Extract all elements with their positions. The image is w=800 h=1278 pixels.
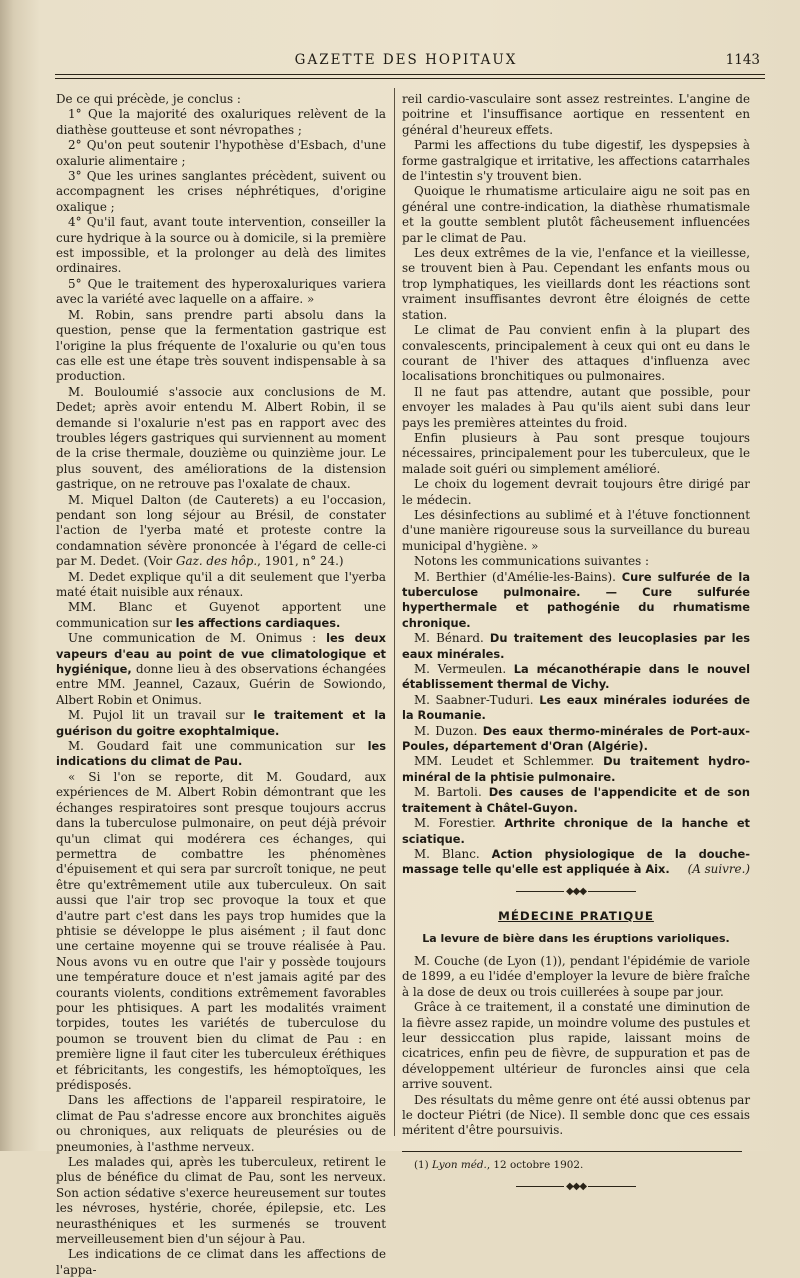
- page-header: [50, 50, 762, 72]
- text-run: M. Forestier.: [414, 816, 505, 831]
- paragraph: Les deux extrêmes de la vie, l'enfance et la vieillesse, se trouvent bien à Pau. Cependant les enfants mous ou trop lymphatiques, les vieillards dont les réactions sont vraiment insuffisantes devront être éloignés de cette station.: [402, 246, 750, 322]
- paragraph: M. Couche (de Lyon (1)), pendant l'épidémie de variole de 1899, a eu l'idée d'employer la levure de bière fraîche à la dose de deux ou trois cuillerées à soupe par jour.: [402, 953, 750, 999]
- paragraph: [402, 754, 750, 785]
- text-run: M. Goudard fait une communication sur: [68, 739, 368, 754]
- section-heading: MÉDECINE PRATIQUE: [498, 909, 654, 924]
- text-run: M. Vermeulen.: [414, 662, 514, 677]
- paragraph: M. Robin, sans prendre parti absolu dans la question, pense que la fermentation gastrique est l'origine la plus fréquente de l'oxalurie ou qu'en tous cas elle est une étape très souvent indispensable à sa production.: [56, 307, 386, 384]
- bold-title: le traitement et la guérison du goitre exophtalmique.: [56, 708, 386, 738]
- bold-title: les deux vapeurs d'eau au point de vue climatologique et hygiénique,: [56, 631, 386, 677]
- text-run: M. Berthier (d'Amélie-les-Bains).: [414, 569, 622, 584]
- paragraph: Le climat de Pau convient enfin à la plupart des convalescents, principalement à ceux qui ont eu dans le courant de l'hiver des attaques d'influenza avec localisations bronchitiques ou pulmonaires.: [402, 323, 750, 384]
- paragraph: [402, 693, 750, 724]
- text-run: M. Blanc.: [414, 846, 492, 861]
- paragraph: [56, 708, 386, 739]
- paragraph: M. Bouloumié s'associe aux conclusions de M. Dedet; après avoir entendu M. Albert Robin, il se demande si l'oxalurie n'est pas en rapport avec des troubles légers gastriques qui surviennent au moment de la crise thermale, douzième ou quinzième jour. Le plus souvent, des améliorations de la distension gastrique, on ne retrouve pas l'oxalate de chaux.: [56, 384, 386, 492]
- page-number: 1143: [725, 52, 760, 68]
- bold-title: Des eaux thermo-minérales de Port-aux-Poules, département d'Oran (Algérie).: [402, 723, 750, 754]
- text-run: MM. Leudet et Schlemmer.: [414, 754, 604, 769]
- paragraph: [56, 600, 386, 631]
- text-run: M. Bartoli.: [414, 785, 489, 800]
- text-run: Une communication de M. Onimus :: [68, 631, 327, 646]
- paragraph: Les malades qui, après les tuberculeux, retirent le plus de bénéfice du climat de Pau, sont les nerveux. Son action sédative s'exerce heureusement sur toutes les névroses, hystérie, chorée, épilepsie, etc. Les neurasthéniques et les surmenés se trouvent merveilleusement bien d'un séjour à Pau.: [56, 1155, 386, 1247]
- text-run: M. Saabner-Tuduri.: [414, 692, 540, 707]
- paragraph: Parmi les affections du tube digestif, les dyspepsies à forme gastralgique et irritative, les affections catarrhales de l'intestin s'y trouvent bien.: [402, 138, 750, 184]
- ornament-divider: ◆◆◆: [402, 884, 750, 899]
- paragraph: [56, 739, 386, 770]
- paragraph: 3° Que les urines sanglantes précèdent, suivent ou accompagnent les crises néphrétiques, d'origine oxalique ;: [56, 169, 386, 214]
- italic-citation: Lyon méd.: [432, 1158, 487, 1171]
- bold-title: Du traitement hydro-minéral de la phtisie pulmonaire.: [402, 754, 750, 784]
- journal-title: GAZETTE DES HOPITAUX: [294, 52, 518, 68]
- text-run: M. Bénard.: [414, 631, 490, 646]
- paragraph: [402, 724, 750, 755]
- paragraph: [56, 493, 386, 570]
- header-rule-double: [55, 78, 765, 79]
- text-run: donne lieu à des observations échangées entre MM. Jeannel, Cazaux, Guérin de Sowiondo, Albert Robin et Onimus.: [56, 662, 386, 707]
- paragraph: reil cardio-vasculaire sont assez restreintes. L'angine de poitrine et l'insuffisance aortique en ressentent en général d'heureux effets.: [402, 92, 750, 137]
- paragraph: Des résultats du même genre ont été aussi obtenus par le docteur Piétri (de Nice). Il semble donc que ces essais méritent d'être poursuivis.: [402, 1092, 750, 1138]
- paragraph: Quoique le rhumatisme articulaire aigu ne soit pas en général une contre-indication, la diathèse rhumatismale et la goutte semblent plutôt fâcheusement influencées par le climat de Pau.: [402, 184, 750, 245]
- paragraph: [402, 631, 750, 662]
- text-run: (1): [414, 1158, 433, 1171]
- paragraph: « Si l'on se reporte, dit M. Goudard, aux expériences de M. Albert Robin démontrant que les échanges respiratoires sont presque toujours accrus dans la tuberculose pulmonaire, on peut déjà prévoir qu'un climat qui modérera ces échanges, qui permettra de combattre les phénomènes d'épuisement et qui sera par surcroît tonique, ne peut être qu'extrêmement utile aux tuberculeux. On sait aussi que l'air trop sec provoque la toux et que d'autre part c'est dans les pays trop humides que la phtisie se développe le plus aisément ; il faut donc une certaine moyenne qui se trouve réalisée à Pau. Nous avons vu en outre que l'air y possède toujours une température douce et n'est jamais agité par des courants violents, conditions extrêmement favorables pour les phtisiques. A part les modalités vraiment torpides, toutes les variétés de tuberculose du poumon se trouvent bien du climat de Pau : en première ligne il faut citer les tuberculeux éréthiques et fébricitants, les congestifs, les hémoptoïques, les prédisposés.: [56, 769, 386, 1092]
- bold-title: Des causes de l'appendicite et de son traitement à Châtel-Guyon.: [402, 785, 750, 815]
- text-run: , 1901, n° 24.): [257, 554, 344, 569]
- paragraph: 4° Qu'il faut, avant toute intervention, conseiller la cure hydrique à la source ou à domicile, si la première est impossible, et la prolonger au delà des limites ordinaires.: [56, 215, 386, 276]
- article-heading: La levure de bière dans les éruptions varioliques.: [422, 931, 730, 945]
- paragraph: 2° Qu'on peut soutenir l'hypothèse d'Esbach, d'une oxalurie alimentaire ;: [56, 138, 386, 168]
- paragraph: [402, 847, 750, 878]
- text-run: M. Pujol lit un travail sur: [68, 708, 254, 723]
- paragraph: 5° Que le traitement des hyperoxaluriques variera avec la variété avec laquelle on a affaire. »: [56, 276, 386, 307]
- text-run: M. Duzon.: [414, 723, 483, 738]
- ornament-divider: ◆◆◆: [402, 1179, 750, 1194]
- italic-citation: Gaz. des hôp.: [176, 554, 258, 569]
- bold-title: les indications du climat de Pau.: [56, 739, 386, 769]
- left-column: [56, 92, 386, 1278]
- bold-title: Du traitement des leucoplasies par les eaux minérales.: [402, 631, 750, 661]
- bold-title: La mécanothérapie dans le nouvel établissement thermal de Vichy.: [402, 662, 750, 692]
- bold-title: Les eaux minérales iodurées de la Roumanie.: [402, 692, 750, 723]
- paragraph: Dans les affections de l'appareil respiratoire, le climat de Pau s'adresse encore aux bronchites aiguës ou chroniques, aux reliquats de pleurésies ou de pneumonies, à l'asthme nerveux.: [56, 1093, 386, 1154]
- paragraph: Les indications de ce climat dans les affections de l'appa-: [56, 1247, 386, 1277]
- paragraph: [402, 785, 750, 816]
- right-column: [402, 92, 750, 1201]
- column-divider: [394, 88, 395, 1136]
- paragraph: Le choix du logement devrait toujours être dirigé par le médecin.: [402, 477, 750, 507]
- paragraph: Les désinfections au sublimé et à l'étuve fonctionnent d'une manière rigoureuse sous la surveillance du bureau municipal d'hygiène. »: [402, 507, 750, 553]
- bold-title: Action physiologique de la douche-massage telle qu'elle est appliquée à Aix.: [402, 846, 750, 877]
- paragraph: Enfin plusieurs à Pau sont presque toujours nécessaires, principalement pour les tuberculeux, que le malade soit guéri ou simplement amélioré.: [402, 430, 750, 476]
- bold-title: Arthrite chronique de la hanche et sciatique.: [402, 816, 750, 846]
- text-run: , 12 octobre 1902.: [486, 1158, 584, 1171]
- header-rule: [55, 74, 765, 75]
- bold-title: Cure sulfurée de la tuberculose pulmonaire. — Cure sulfurée hyperthermale et pathogénie du rhumatisme chronique.: [402, 569, 751, 630]
- paragraph: 1° Que la majorité des oxaluriques relèvent de la diathèse goutteuse et sont névropathes ;: [56, 107, 386, 137]
- text-run: M. Miquel Dalton (de Cauterets) a eu l'occasion, pendant son long séjour au Brésil, de constater l'action de l'yerba maté et proteste contre la condamnation sévère prononcée à l'égard de celle-ci par M. Dedet. (Voir: [56, 492, 386, 569]
- paragraph: Il ne faut pas attendre, autant que possible, pour envoyer les malades à Pau qu'ils aient subi dans leur pays les premières atteintes du froid.: [402, 384, 750, 430]
- paragraph: Grâce à ce traitement, il a constaté une diminution de la fièvre assez rapide, un moindre volume des pustules et leur dessiccation plus rapide, laissant moins de cicatrices, enfin peu de fièvre, de suppuration et pas de développement ultérieur de furoncles ainsi que cela arrive souvent.: [402, 1000, 750, 1092]
- footnote: [402, 1158, 750, 1173]
- paragraph: De ce qui précède, je conclus :: [56, 92, 241, 106]
- paragraph: [402, 662, 750, 693]
- bold-title: les affections cardiaques.: [175, 615, 341, 630]
- paragraph: [402, 816, 750, 847]
- paragraph: M. Dedet explique qu'il a dit seulement que l'yerba maté était nuisible aux rénaux.: [56, 569, 386, 599]
- paragraph: [56, 631, 386, 708]
- paragraph: [402, 570, 750, 632]
- to-be-continued: (A suivre.): [687, 862, 750, 877]
- paragraph: Notons les communications suivantes :: [414, 554, 650, 569]
- text-run: MM. Blanc et Guyenot apportent une communication sur: [56, 600, 386, 630]
